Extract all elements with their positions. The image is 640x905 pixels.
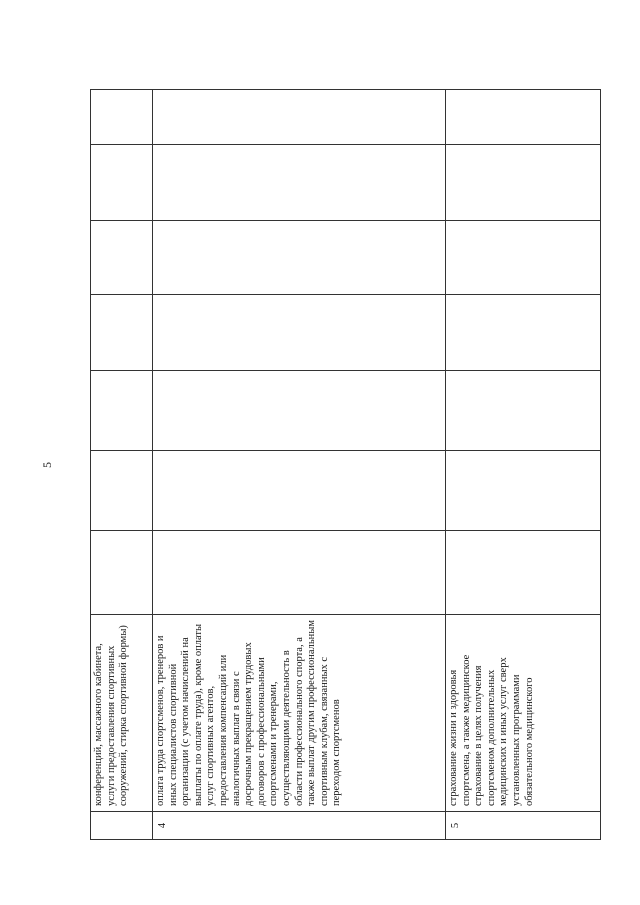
row-description-text: страхование жизни и здоровья спортсмена, а также медицинское страхование в целях получения спортсменом дополнительных медицинских и иных услуг сверх установленных программами обязательного медицинского <box>448 654 535 806</box>
table-cell <box>91 531 153 615</box>
row-description <box>91 615 153 812</box>
page-number: 5 <box>40 462 54 468</box>
table-cell <box>91 295 153 371</box>
table-cell <box>153 145 446 221</box>
table-cell <box>153 451 446 531</box>
budget-table <box>90 89 601 840</box>
table-cell <box>153 295 446 371</box>
table-cell <box>91 371 153 451</box>
row-number: 5 <box>446 812 601 840</box>
table-row <box>153 90 446 840</box>
row-number <box>91 812 153 840</box>
table-cell <box>446 451 601 531</box>
table-row <box>446 90 601 840</box>
table-cell <box>446 371 601 451</box>
rotated-content <box>40 90 600 840</box>
table-cell <box>446 90 601 145</box>
table-cell <box>153 90 446 145</box>
row-number: 4 <box>153 812 446 840</box>
table-cell <box>446 145 601 221</box>
row-description-text: оплата труда спортсменов, тренеров и иных специалистов спортивной организации (с учетом начислений на выплаты по оплате труда), кроме оплаты услуг спортивных агентов, предоставления компенсаций или аналогичных выплат в связи с досрочным прекращением трудовых договоров с профессиональными спортсменами и тренерами, осуществляющими деятельность в области профессионального спорта, а также выплат другим профессиональным спортивным клубам, связанных с переходом спортсменов <box>155 620 343 806</box>
row-description-text: конференций, массажного кабинета, услуги предоставления спортивных сооружений, стирка спортивной формы) <box>93 625 130 806</box>
table-cell <box>91 221 153 295</box>
row-description <box>446 615 601 812</box>
row-description <box>153 615 446 812</box>
table-cell <box>91 90 153 145</box>
table-row <box>91 90 153 840</box>
table-cell <box>153 371 446 451</box>
table-cell <box>153 531 446 615</box>
table-cell <box>91 145 153 221</box>
table-cell <box>446 295 601 371</box>
table-cell <box>446 221 601 295</box>
table-cell <box>91 451 153 531</box>
table-cell <box>153 221 446 295</box>
table-cell <box>446 531 601 615</box>
